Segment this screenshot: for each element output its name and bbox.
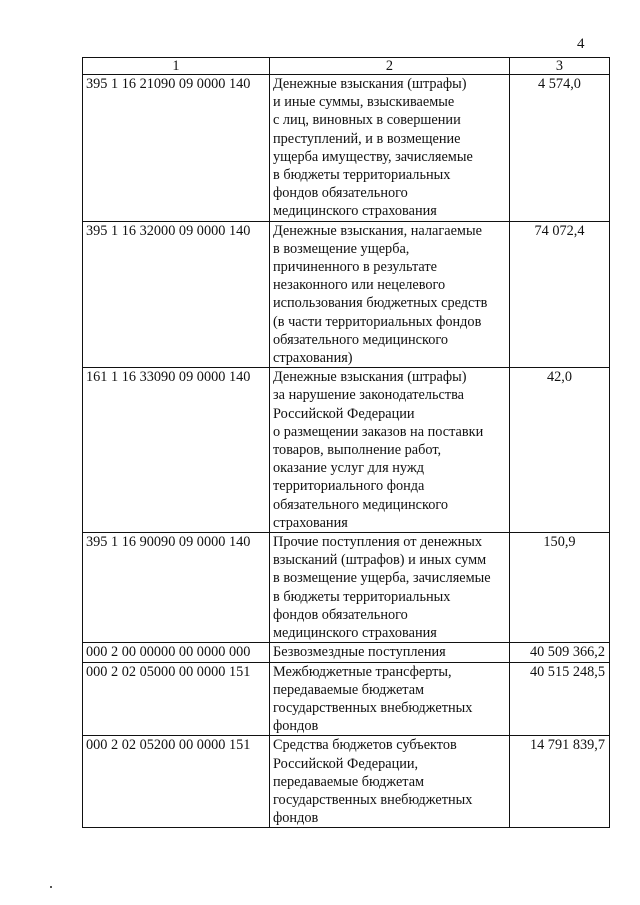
budget-code-cell: 000 2 00 00000 00 0000 000 — [83, 643, 270, 662]
revenue-name-cell: Денежные взыскания (штрафы) и иные суммы, взыскиваемые с лиц, виновных в совершении преступлений, и в возмещение ущерба имуществу, зачисляемые в бюджеты территориальных фондов обязательного медицинского страхования — [270, 75, 510, 222]
column-header-name: 2 — [270, 58, 510, 75]
amount-cell: 40 515 248,5 — [510, 662, 610, 736]
amount-cell: 4 574,0 — [510, 75, 610, 222]
revenue-name-cell: Безвозмездные поступления — [270, 643, 510, 662]
amount-cell: 42,0 — [510, 368, 610, 533]
budget-code-cell: 395 1 16 21090 09 0000 140 — [83, 75, 270, 222]
table-row — [83, 533, 610, 643]
table-row — [83, 736, 610, 828]
revenue-name-cell: Денежные взыскания, налагаемые в возмещение ущерба, причиненного в результате незаконного или нецелевого использования бюджетных средств (в части территориальных фондов обязательного медицинского страхования) — [270, 221, 510, 368]
amount-cell: 74 072,4 — [510, 221, 610, 368]
budget-code-cell: 000 2 02 05000 00 0000 151 — [83, 662, 270, 736]
page-number: 4 — [577, 36, 585, 52]
amount-cell: 14 791 839,7 — [510, 736, 610, 828]
amount-cell: 40 509 366,2 — [510, 643, 610, 662]
column-header-amount: 3 — [510, 58, 610, 75]
table-header-row — [83, 58, 610, 75]
budget-code-cell: 000 2 02 05200 00 0000 151 — [83, 736, 270, 828]
table-row — [83, 221, 610, 368]
revenue-name-cell: Денежные взыскания (штрафы) за нарушение законодательства Российской Федерации о размещении заказов на поставки товаров, выполнение работ, оказание услуг для нужд территориального фонда обязательного медицинского страхования — [270, 368, 510, 533]
table-row — [83, 75, 610, 222]
column-header-code: 1 — [83, 58, 270, 75]
revenue-name-cell: Прочие поступления от денежных взысканий (штрафов) и иных сумм в возмещение ущерба, зачисляемые в бюджеты территориальных фондов обязательного медицинского страхования — [270, 533, 510, 643]
scan-artifact — [50, 886, 52, 888]
revenue-name-cell: Средства бюджетов субъектов Российской Федерации, передаваемые бюджетам государственных внебюджетных фондов — [270, 736, 510, 828]
budget-revenue-table — [82, 57, 610, 828]
table-row — [83, 643, 610, 662]
amount-cell: 150,9 — [510, 533, 610, 643]
budget-code-cell: 395 1 16 90090 09 0000 140 — [83, 533, 270, 643]
budget-code-cell: 395 1 16 32000 09 0000 140 — [83, 221, 270, 368]
revenue-name-cell: Межбюджетные трансферты, передаваемые бюджетам государственных внебюджетных фондов — [270, 662, 510, 736]
table-row — [83, 368, 610, 533]
table-row — [83, 662, 610, 736]
budget-code-cell: 161 1 16 33090 09 0000 140 — [83, 368, 270, 533]
